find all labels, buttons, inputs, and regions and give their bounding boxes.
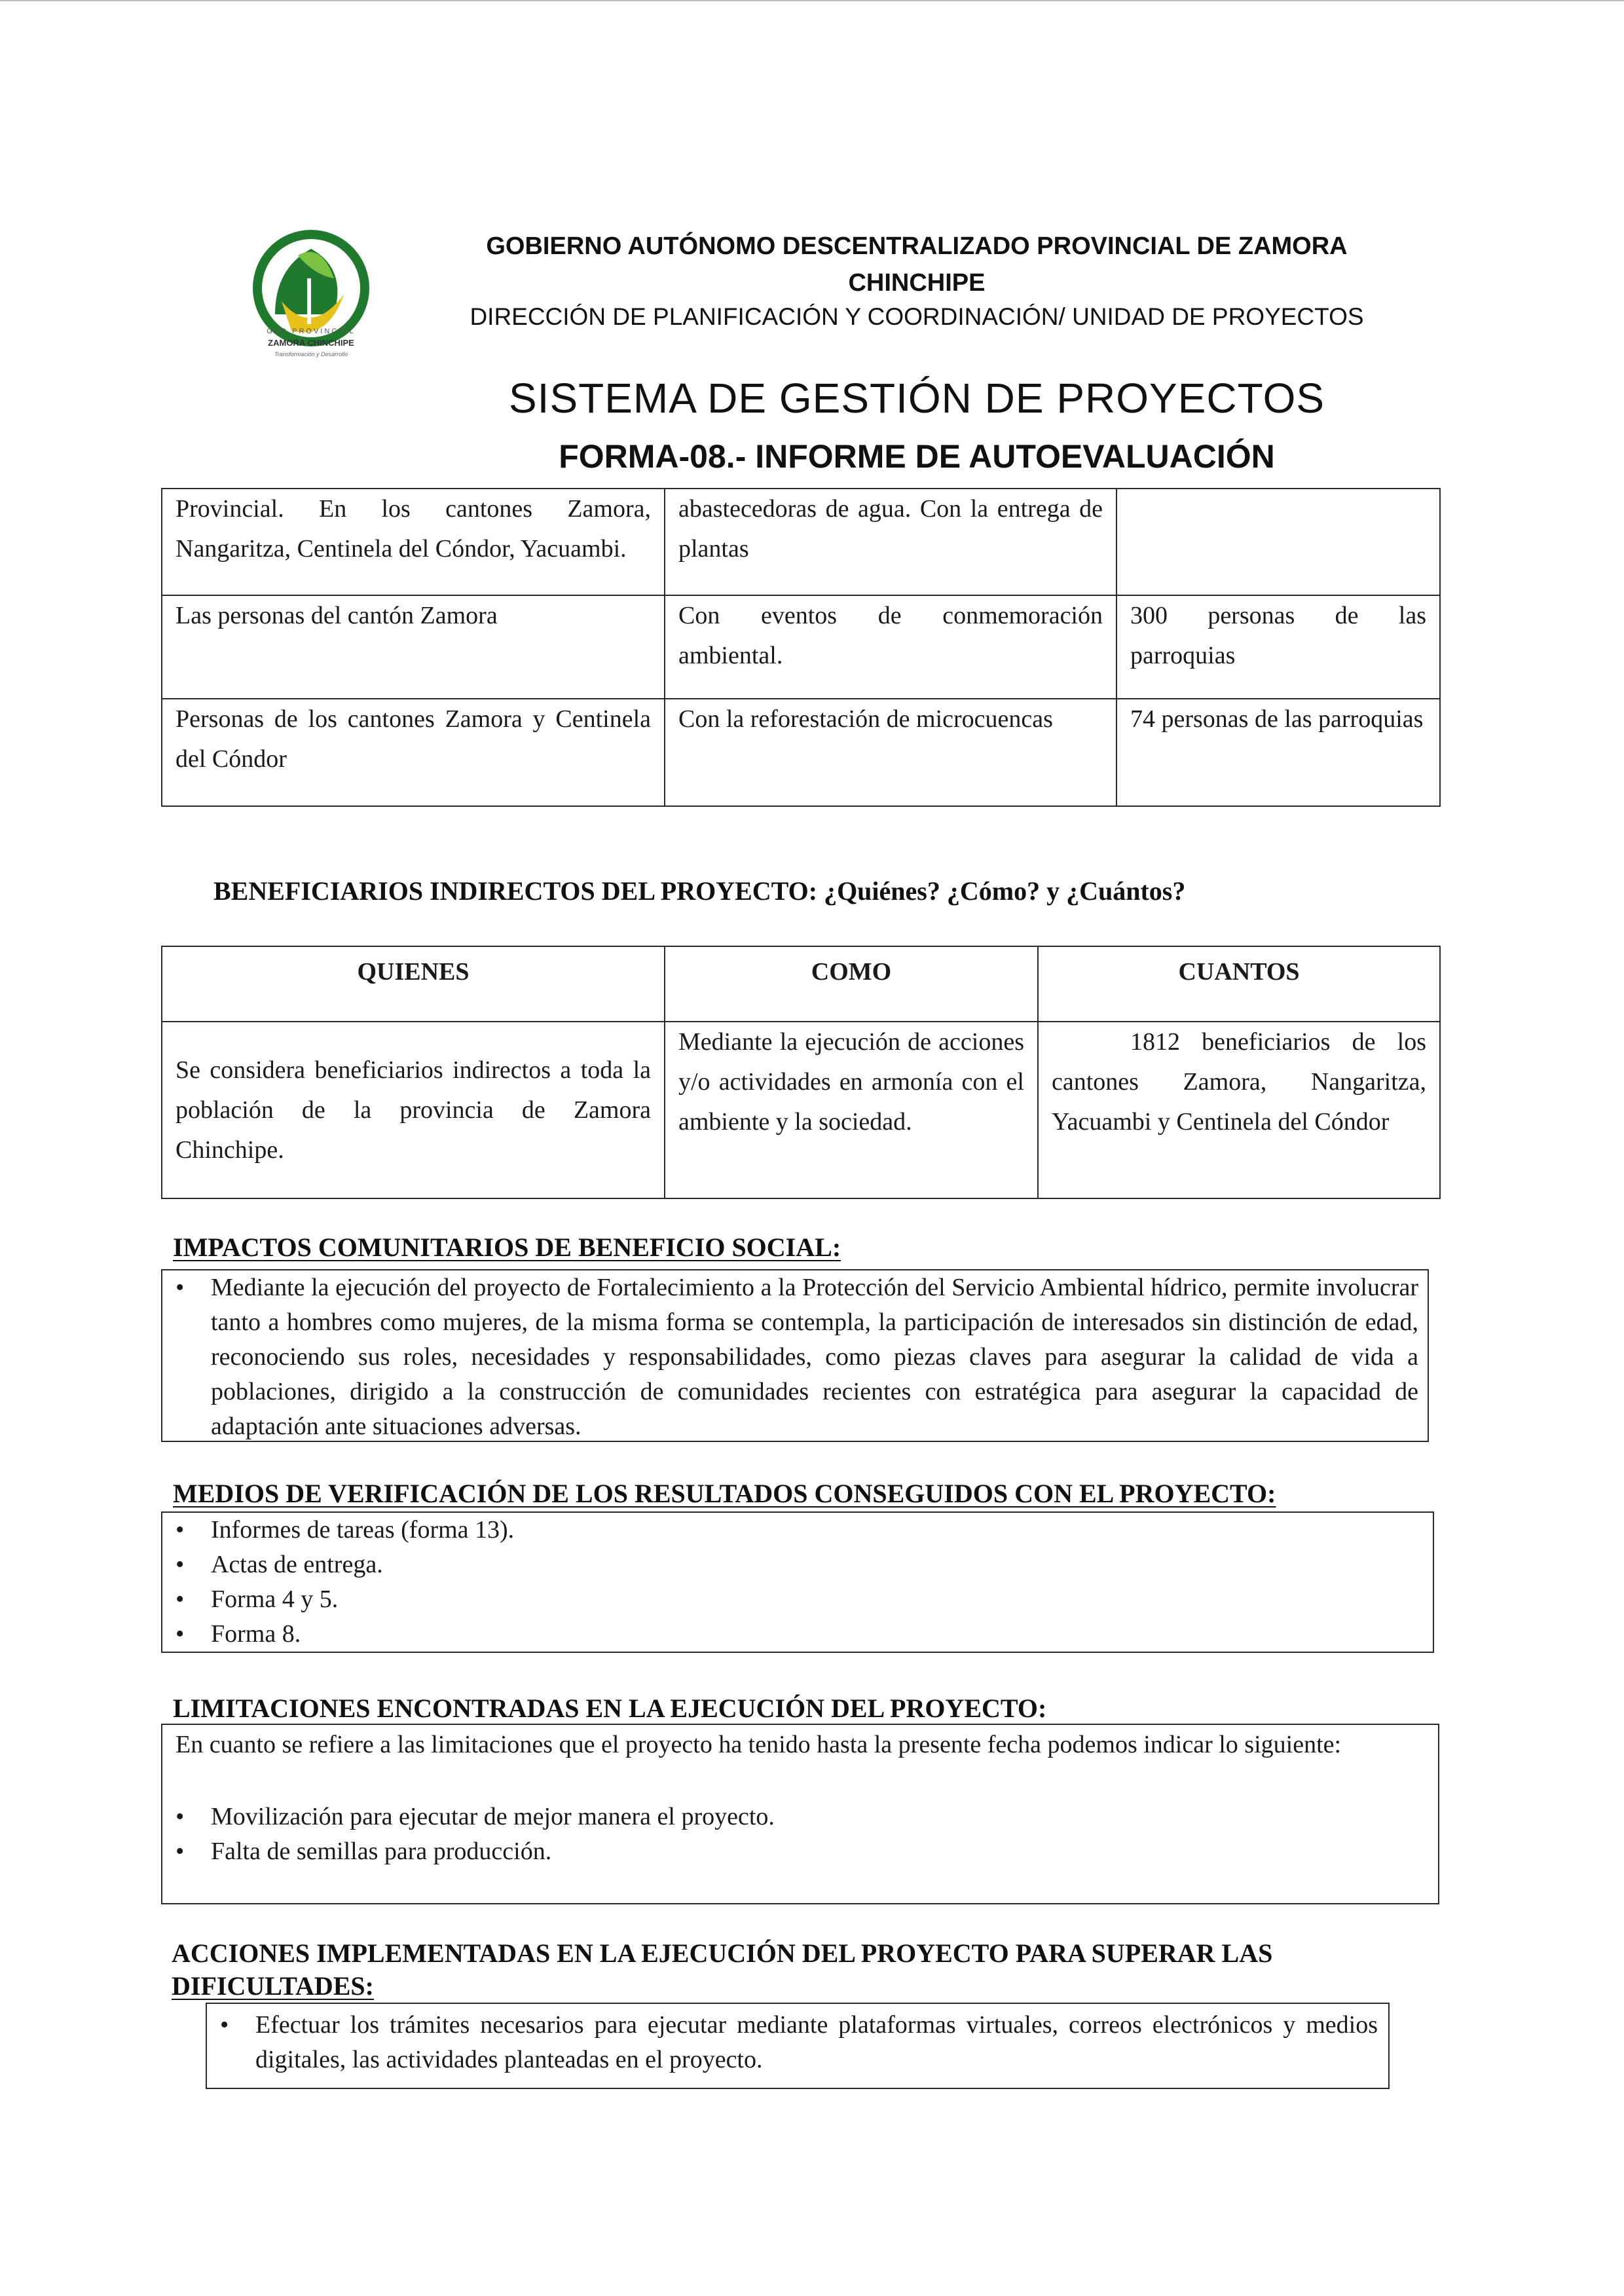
col-header-como: COMO [665,946,1038,1022]
bullet-icon: • [175,1551,185,1578]
acciones-box [206,2003,1390,2089]
list-item: • Actas de entrega. [162,1547,1433,1582]
impactos-box [161,1269,1429,1442]
table-row [162,489,1440,595]
medios-heading: MEDIOS DE VERIFICACIÓN DE LOS RESULTADOS CONSEGUIDOS CON EL PROYECTO: [173,1479,1276,1508]
table-row [162,699,1440,806]
bullet-icon: • [175,1585,185,1613]
medios-box [161,1511,1434,1653]
direct-beneficiaries-table [161,488,1441,807]
list-item: • Movilización para ejecutar de mejor manera el proyecto. [162,1800,1438,1834]
indirect-beneficiaries-table [161,946,1441,1199]
col-header-quienes: QUIENES [162,946,665,1022]
indirect-heading: BENEFICIARIOS INDIRECTOS DEL PROYECTO: ¿Quiénes? ¿Cómo? y ¿Cuántos? [213,876,1186,906]
list-item: • Mediante la ejecución del proyecto de Fortalecimiento a la Protección del Servicio Ambiental hídrico, permite involucrar tanto a hombres como mujeres, de la misma forma se contempla, la participación de interesados sin distinción de edad, reconociendo sus roles, necesidades y responsabilidades, como piezas claves para asegurar la calidad de vida a poblaciones, dirigido a la construcción de comunidades recientes con estratégica para asegurar la capacidad de adaptación ante situaciones adversas. [162,1270,1428,1444]
acciones-heading-line1: ACCIONES IMPLEMENTADAS EN LA EJECUCIÓN DEL PROYECTO PARA SUPERAR LAS [172,1938,1273,1968]
impactos-heading: IMPACTOS COMUNITARIOS DE BENEFICIO SOCIAL: [173,1232,841,1262]
list-item: • Forma 8. [162,1617,1433,1652]
limitaciones-heading: LIMITACIONES ENCONTRADAS EN LA EJECUCIÓN DEL PROYECTO: [173,1694,1047,1723]
cuantos-cell: 1812 beneficiarios de los cantones Zamora, Nangaritza, Yacuambi y Centinela del Cóndor [1038,1022,1440,1198]
como-cell: Mediante la ejecución de acciones y/o actividades en armonía con el ambiente y la sociedad. [665,1022,1038,1198]
system-title: SISTEMA DE GESTIÓN DE PROYECTOS [508,375,1325,422]
quienes-cell: Se considera beneficiarios indirectos a toda la población de la provincia de Zamora Chinchipe. [162,1022,665,1198]
logo-line2: ZAMORA CHINCHIPE [268,338,354,348]
bullet-icon: • [175,1620,185,1648]
acciones-heading-line2: DIFICULTADES: [172,1971,374,2001]
cuantos-cell: 300 personas de las parroquias [1116,595,1440,699]
como-cell: abastecedoras de agua. Con la entrega de plantas [665,489,1116,595]
col-header-cuantos: CUANTOS [1038,946,1440,1022]
list-item: • Forma 4 y 5. [162,1582,1433,1617]
list-item: • Falta de semillas para producción. [162,1834,1438,1869]
table-header-row [162,946,1440,1022]
list-item: • Efectuar los trámites necesarios para ejecutar mediante plataformas virtuales, correos electrónicos y medios digitales, las actividades planteadas en el proyecto. [207,2008,1388,2077]
bullet-icon: • [175,1838,185,1865]
quienes-cell: Provincial. En los cantones Zamora, Nangaritza, Centinela del Cóndor, Yacuambi. [162,489,665,595]
bullet-icon: • [220,2011,229,2039]
page-top-edge [0,0,1624,1]
gad-logo [236,216,386,386]
limitaciones-box [161,1724,1439,1904]
list-item: • Informes de tareas (forma 13). [162,1513,1433,1547]
cuantos-cell [1116,489,1440,595]
org-title: GOBIERNO AUTÓNOMO DESCENTRALIZADO PROVINCIAL DE ZAMORA CHINCHIPE [486,232,1348,297]
table-row [162,1022,1440,1198]
logo-line1: GAD PROVINCIAL [267,327,356,335]
quienes-cell: Personas de los cantones Zamora y Centinela del Cóndor [162,699,665,806]
quienes-cell: Las personas del cantón Zamora [162,595,665,699]
cuantos-cell: 74 personas de las parroquias [1116,699,1440,806]
logo-line3: Transformación y Desarrollo [274,351,348,358]
como-cell: Con la reforestación de microcuencas [665,699,1116,806]
bullet-icon: • [175,1516,185,1544]
direction-title: DIRECCIÓN DE PLANIFICACIÓN Y COORDINACIÓN/ UNIDAD DE PROYECTOS [470,303,1364,330]
bullet-icon: • [175,1803,185,1830]
limitaciones-intro: En cuanto se refiere a las limitaciones que el proyecto ha tenido hasta la presente fecha podemos indicar lo siguiente: [175,1731,1342,1758]
table-row [162,595,1440,699]
form-title: FORMA-08.- INFORME DE AUTOEVALUACIÓN [559,438,1275,475]
como-cell: Con eventos de conmemoración ambiental. [665,595,1116,699]
bullet-icon: • [175,1274,185,1301]
